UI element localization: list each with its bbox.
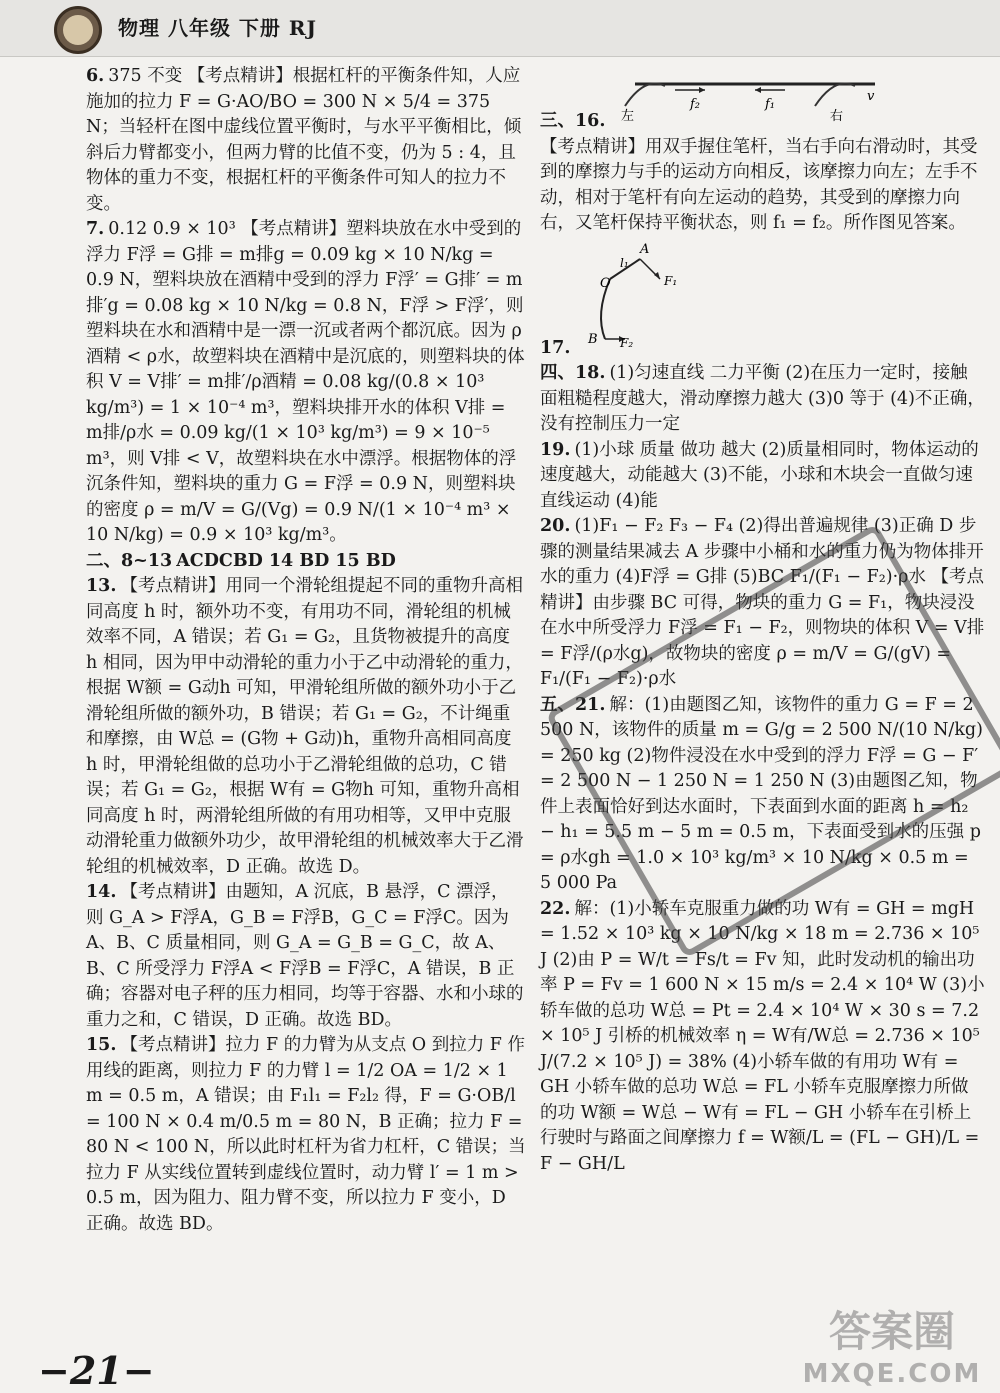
label-f2: f₂ xyxy=(690,97,701,112)
watermark-line-2: MXQE.COM xyxy=(802,1359,982,1389)
answer-14: 14. 【考点精讲】由题知，A 沉底，B 悬浮，C 漂浮，则 G_A > F浮A，G_B = F浮B，G_C = F浮C。因为 A、B、C 质量相同，则 G_A = G_B = G_C，故 A、B、C 所受浮力 F浮A < F浮B = F浮C，A 错误，B 正确；容器对电子秤的压力相同，均等于容器、水和小球的重力之和，C 错误，D 正确。故选 BD。 xyxy=(86,882,524,1030)
page-header xyxy=(0,0,1000,57)
page-number: −21− xyxy=(38,1348,155,1393)
label-f1: f₁ xyxy=(765,97,776,112)
answer-19: 19. (1)小球 质量 做功 越大 (2)质量相同时，物体运动的速度越大，动能越大 (3)不能，小球和木块会一直做匀速直线运动 (4)能 xyxy=(540,439,979,511)
answer-17: 17. A O B l₁ F₁ F₂ xyxy=(540,237,985,362)
answer-21: 五、21. 解：(1)由题图乙知，该物件的重力 G = F = 2 500 N，该物件的质量 m = G/g = 2 500 N/(10 N/kg) = 250 kg (2)物件浸没在水中受到的浮力 F浮 = G − F′ = 2 500 N − 1 250 N = 1 250 N (3)由题图乙知，物件上表面恰好到达水面时，下表面到水面的距离 h = h₂ − h₁ = 5.5 m − 5 m = 0.5 m，下表面受到水的压强 p = ρ水gh = 1.0 × 10³ kg/m³ × 10 N/kg × 0.5 m = 5 000 Pa xyxy=(540,694,983,893)
label-A: A xyxy=(640,241,650,257)
answer-16-explanation: 【考点精讲】用双手握住笔杆，当右手向右滑动时，其受到的摩擦力与手的运动方向相反，该摩擦力向左；左手不动，相对于笔杆有向左运动的趋势，其受到的摩擦力向右，又笔杆保持平衡状态，则 f₁ = f₂。所作图见答案。 xyxy=(540,136,978,233)
answer-13: 13. 【考点精讲】用同一个滑轮组提起不同的重物升高相同高度 h 时，额外功不变，有用功不同，滑轮组的机械效率不同，A 错误；若 G₁ = G₂，且货物被提升的高度 h 相同，因为甲中动滑轮的重力小于乙中动滑轮的重力，根据 W额 = G动h 可知，甲滑轮组所做的额外功小于乙滑轮组所做的额外功，B 错误；若 G₁ = G₂，不计绳重和摩擦，由 W总 = (G物 + G动)h，重物升高相同高度 h 时，甲滑轮组做的总功小于乙滑轮组做的总功，C 错误；若 G₁ = G₂，根据 W有 = G物h 可知，重物升高相同高度 h 时，两滑轮组所做的有用功相等，又甲中克服动滑轮重力做额外功少，故甲滑轮组的机械效率大于乙滑轮组的机械效率，D 正确。故选 D。 xyxy=(86,576,524,877)
answer-16: 三、16. f₂ f₁ 左 右 v xyxy=(540,64,985,135)
label-O: O xyxy=(600,275,611,291)
label-v: v xyxy=(867,89,875,104)
answer-20: 20. (1)F₁ − F₂ F₃ − F₄ (2)得出普遍规律 (3)正确 D 步骤的测量结果减去 A 步骤中小桶和水的重力仍为物体排开水的重力 (4)F浮 = G排 (5)BC F₁/(F₁ − F₂)·ρ水 【考点精讲】由步骤 BC 可得，物块的重力 G = F₁，物块浸没在水中所受浮力 F浮 = F₁ − F₂，则物块的体积 V = V排 = F浮/(ρ水g)，故物块的密度 ρ = m/V = G/(gV) = F₁/(F₁ − F₂)·ρ水 xyxy=(540,516,985,689)
left-column xyxy=(86,64,526,1237)
answer-7: 7. 0.12 0.9 × 10³ 【考点精讲】塑料块放在水中受到的浮力 F浮 = G排 = m排g = 0.09 kg × 10 N/kg = 0.9 N，塑料块放在酒精中受到的浮力 F浮′ = G排′ = m排′g = 0.08 kg × 10 N/kg = 0.8 N，F浮 > F浮′，则塑料块在水和酒精中是一漂一沉或者两个都沉底。因为 ρ酒精 < ρ水，故塑料块在酒精中是沉底的，则塑料块的体积 V = V排′ = m排′/ρ酒精 = 0.08 kg/(0.8 × 10³ kg/m³) = 1 × 10⁻⁴ m³，塑料块排开水的体积 V排 = m排/ρ水 = 0.09 kg/(1 × 10³ kg/m³) = 9 × 10⁻⁵ m³，则 V排 < V，故塑料块在水中漂浮。根据物体的浮沉条件知，塑料块的重力 G = F浮 = 0.9 N，则塑料块的密度 ρ = m/V = G/(Vg) = 0.9 N/(1 × 10⁻⁴ m³ × 10 N/kg) = 0.9 × 10³ kg/m³。 xyxy=(86,219,525,545)
answer-15: 15. 【考点精讲】拉力 F 的力臂为从支点 O 到拉力 F 作用线的距离，则拉力 F 的力臂 l = 1/2 OA = 1/2 × 1 m = 0.5 m，A 错误；由 F₁l₁ = F₂l₂ 得，F = G·OB/l = 100 N × 0.4 m/0.5 m = 80 N，B 正确；拉力 F = 80 N < 100 N，所以此时杠杆为省力杠杆，C 错误；当拉力 F 从实线位置转到虚线位置时，动力臂 l′ = 1 m > 0.5 m，因为阻力、阻力臂不变，所以拉力 F 变小，D 正确。故选 BD。 xyxy=(86,1035,526,1234)
label-right: 右 xyxy=(830,109,844,122)
publisher-logo xyxy=(54,6,102,54)
header-title: 物理 八年级 下册 RJ xyxy=(118,16,317,40)
lever-diagram xyxy=(580,239,740,349)
label-F1: F₁ xyxy=(664,273,678,288)
label-B: B xyxy=(588,331,598,347)
label-l1: l₁ xyxy=(620,255,629,270)
label-left: 左 xyxy=(621,109,635,122)
answer-22: 22. 解：(1)小轿车克服重力做的功 W有 = GH = mgH = 1.52 × 10³ kg × 10 N/kg × 18 m = 2.736 × 10⁵ J (2)由 P = W/t = Fs/t = Fv 知，此时发动机的输出功率 P = Fv = 1 600 N × 15 m/s = 2.4 × 10⁴ W (3)小轿车做的总功 W总 = Pt = 2.4 × 10⁴ W × 30 s = 7.2 × 10⁵ J 引桥的机械效率 η = W有/W总 = 2.736 × 10⁵ J/(7.2 × 10⁵ J) = 38% (4)小轿车做的有用功 W有 = GH 小轿车做的总功 W总 = FL 小轿车克服摩擦力所做的功 W额 = W总 − W有 = FL − GH 小轿车在引桥上行驶时与路面之间摩擦力 f = W额/L = (FL − GH)/L = F − GH/L xyxy=(540,898,985,1174)
watermark-line-1: 答案圈 xyxy=(828,1307,955,1356)
answer-6: 6. 375 不变 【考点精讲】根据杠杆的平衡条件知，人应施加的拉力 F = G·AO/BO = 300 N × 5/4 = 375 N；当轻杆在图中虚线位置平衡时，与水平平衡相比，倾斜后力臂都变小，但两力臂的比值不变，仍为 5 : 4，且物体的重力不变，根据杠杆的平衡条件可知人的拉力不变。 xyxy=(86,66,522,214)
answer-section-2: 二、8~13 ACDCBD 14 BD 15 BD xyxy=(86,550,396,571)
pen-friction-diagram xyxy=(615,66,885,122)
label-F2: F₂ xyxy=(620,335,634,349)
answer-18: 四、18. (1)匀速直线 二力平衡 (2)在压力一定时，接触面粗糙程度越大，滑动摩擦力越大 (3)0 等于 (4)不正确，没有控制压力一定 xyxy=(540,363,985,434)
site-watermark xyxy=(792,1299,992,1389)
